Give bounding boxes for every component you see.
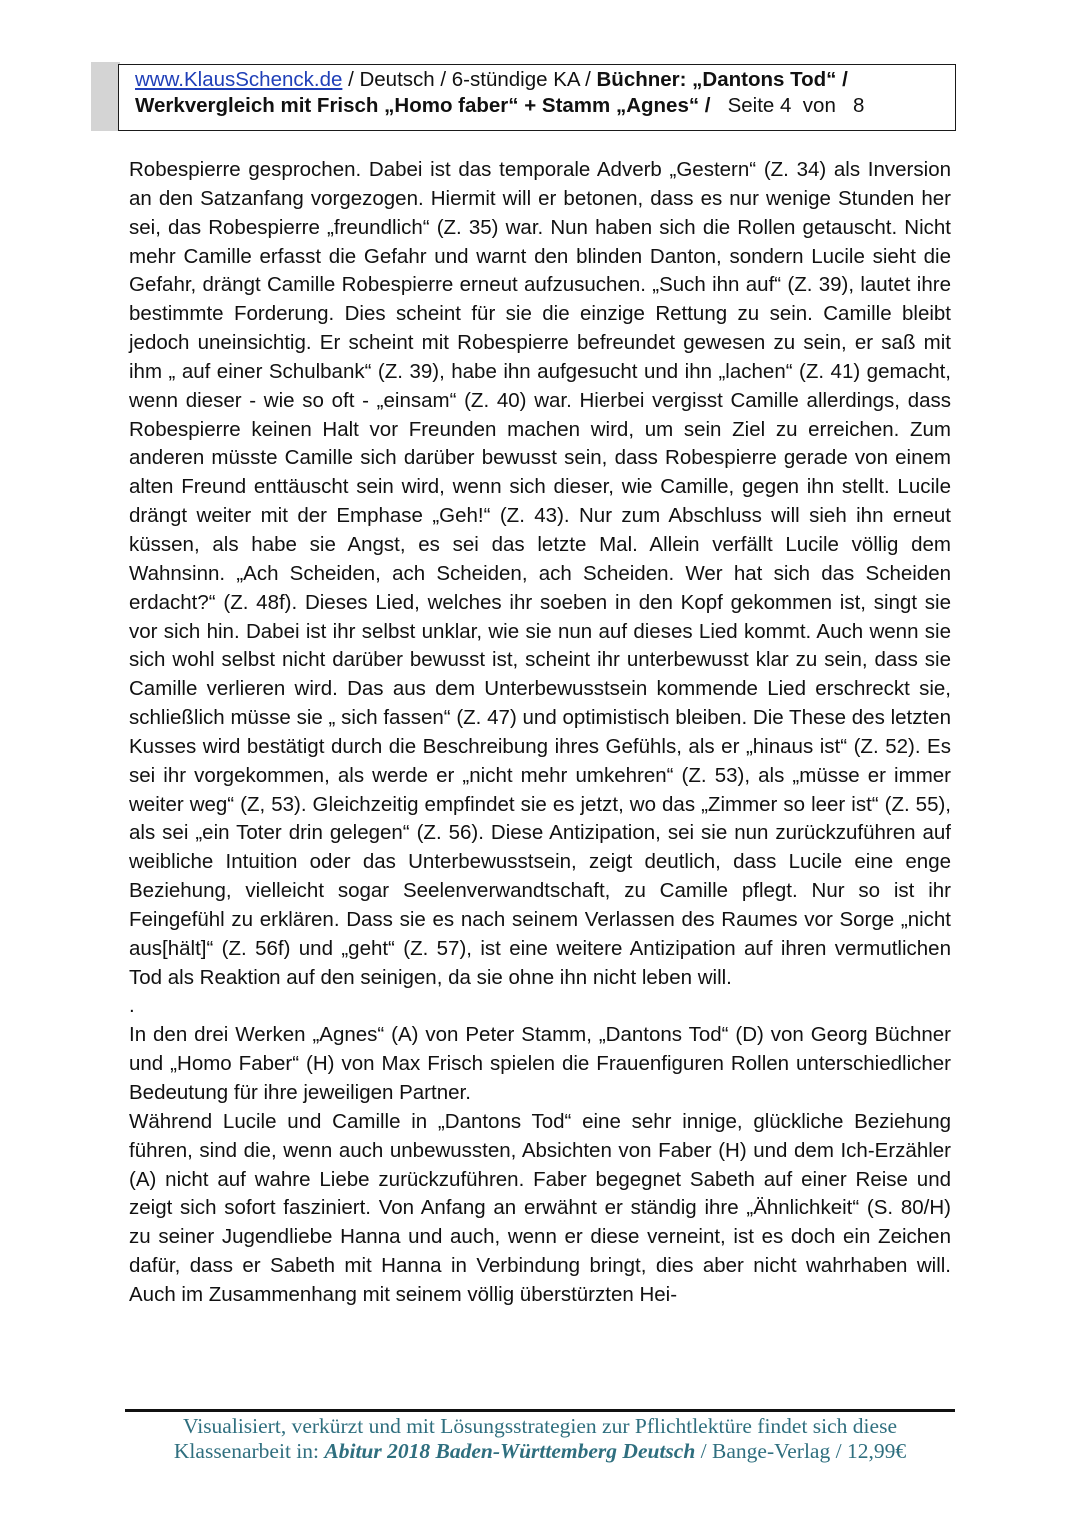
footer-prefix: Klassenarbeit in:: [173, 1439, 325, 1463]
header-breadcrumb: / Deutsch / 6-stündige KA /: [342, 68, 597, 91]
paragraph-intro-comparison: In den drei Werken „Agnes“ (A) von Peter Stamm, „Dantons Tod“ (D) von Georg Büchner und „Homo Faber“ (H) von Max Frisch spielen die Frauenfiguren Rollen unterschiedlicher Bedeutung für ihre jeweiligen Partner.: [129, 1023, 951, 1104]
paragraph-comparison: Während Lucile und Camille in „Dantons Tod“ eine sehr innige, glückliche Beziehung führen, sind die, wenn auch unbewussten, Absichten von Faber (H) und dem Ich-Erzähler (A) nicht auf wahre Liebe zurückzuführen. Faber begegnet Sabeth auf einer Reise und zeigt sich sofort fasziniert. Von Anfang an erwähnt er ständig ihre „Ähnlichkeit“ (S. 80/H) zu seiner Jugendliebe Hanna und auch, wenn er diese verneint, ist es doch ein Zeichen dafür, dass er Sabeth mit Hanna in Verbindung bringt, dies aber nicht wahrhaben will. Auch im Zusammenhang mit seinem völlig überstürzten Hei-: [129, 1109, 951, 1306]
header-shade-bar: [91, 62, 120, 131]
footer-line-2: [125, 1439, 955, 1464]
separator-dot: .: [129, 994, 135, 1018]
header-line-2: [135, 93, 955, 119]
website-link[interactable]: www.KlausSchenck.de: [135, 68, 343, 91]
header-line-1: [135, 67, 955, 93]
page-number: Seite 4 von 8: [710, 94, 865, 117]
footer-line-1: Visualisiert, verkürzt und mit Lösungsstrategien zur Pflichtlektüre findet sich diese: [182, 1414, 897, 1438]
header-subtitle: Werkvergleich mit Frisch „Homo faber“ + Stamm „Agnes“ /: [135, 94, 711, 117]
header-title-work: Büchner: „Dantons Tod“ /: [596, 68, 848, 91]
footer-publisher: / Bange-Verlag / 12,99€: [695, 1439, 907, 1463]
page-header: [118, 64, 956, 131]
footer-book-title: Abitur 2018 Baden-Württemberg Deutsch: [324, 1439, 696, 1463]
main-text: [129, 156, 951, 1310]
paragraph-analysis: Robespierre gesprochen. Dabei ist das temporale Adverb „Gestern“ (Z. 34) als Inversion an den Satzanfang vorgezogen. Hiermit will er betonen, dass es nur wenige Stunden her sei, das Robespierre „freundlich“ (Z. 35) war. Nun haben sich die Rollen getauscht. Nicht mehr Camille erfasst die Gefahr und warnt den blinden Danton, sondern Lucile sieht die Gefahr, drängt Camille Robespierre erneut aufzusuchen. „Such ihn auf“ (Z. 39), lautet ihre bestimmte Forderung. Dies scheint für sie die einzige Rettung zu sein. Camille bleibt jedoch uneinsichtig. Er scheint mit Robespierre befreundet gewesen zu sein, er saß mit ihm „ auf einer Schulbank“ (Z. 39), habe ihn aufgesucht und ihn „lachen“ (Z. 41) gemacht, wenn dieser - wie so oft - „einsam“ (Z. 40) war. Hierbei vergisst Camille allerdings, dass Robespierre keinen Halt vor Freunden machen wird, um sein Ziel zu erreichen. Zum anderen müsste Camille sich darüber bewusst sein, dass Robespierre gerade von einem alten Freund enttäuscht sein wird, wenn sich dieser, wie Camille, gegen ihn stellt. Lucile drängt weiter mit der Emphase „Geh!“ (Z. 43). Nur zum Abschluss will sieh ihn erneut küssen, als habe sie Angst, es sei das letzte Mal. Allein verfällt Lucile völlig dem Wahnsinn. „Ach Scheiden, ach Scheiden, ach Scheiden. Wer hat sich das Scheiden erdacht?“ (Z. 48f). Dieses Lied, welches ihr soeben in den Kopf gekommen ist, singt sie vor sich hin. Dabei ist ihr selbst unklar, wie sie nun auf dieses Lied kommt. Auch wenn sie sich wohl selbst nicht darüber bewusst ist, scheint ihr unterbewusst klar zu sein, dass sie Camille verlieren wird. Das aus dem Unterbewusstsein kommende Lied erschreckt sie, schließlich müsse sie „ sich fassen“ (Z. 47) und optimistisch bleiben. Die These des letzten Kusses wird bestätigt durch die Beschreibung ihres Gefühls, als er „hinaus ist“ (Z. 52). Es sei ihr vorgekommen, als werde er „nicht mehr umkehren“ (Z. 53), als „müsse er immer weiter weg“ (Z, 53). Gleichzeitig empfindet sie es jetzt, wo das „Zimmer so leer ist“ (Z. 55), als sei „ein Toter drin gelegen“ (Z. 56). Diese Antizipation, sei sie nun zurückzuführen auf weibliche Intuition oder das Unterbewusstsein, zeigt deutlich, dass Lucile eine enge Beziehung, vielleicht sogar Seelenverwandtschaft, zu Camille pflegt. Nur so ist ihr Feingefühl zu erklären. Dass sie es nach seinem Verlassen des Raumes vor Sorge „nicht aus[hält]“ (Z. 56f) und „geht“ (Z. 57), ist eine weitere Antizipation auf ihren vermutlichen Tod als Reaktion auf den seinigen, da sie ohne ihn nicht leben will.: [129, 158, 951, 989]
footer-divider: [125, 1409, 955, 1412]
page-footer: [125, 1414, 955, 1464]
